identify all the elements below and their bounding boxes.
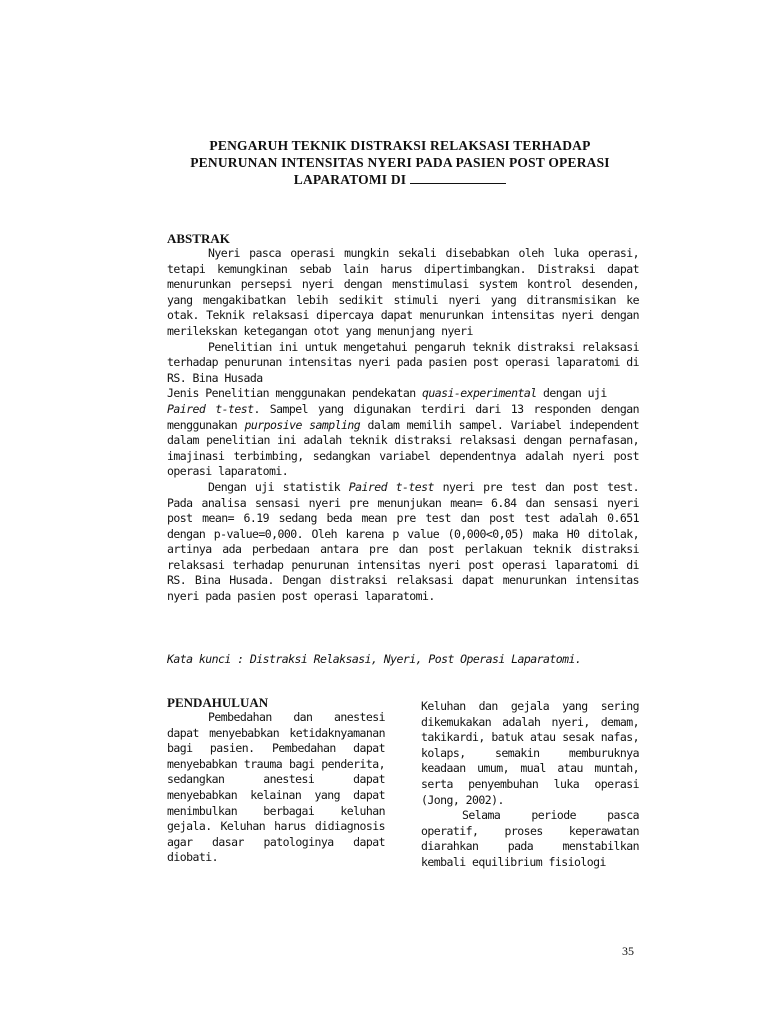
pendahuluan-heading: PENDAHULUAN bbox=[167, 695, 269, 710]
title-line-3 bbox=[150, 171, 650, 188]
abstract-paragraph-2: Penelitian ini untuk mengetahui pengaruh teknik distraksi relaksasi terhadap penurunan intensitas nyeri pada pasien post operasi laparatomi di RS. Bina Husada bbox=[167, 339, 639, 385]
abstract-paragraph-1: Nyeri pasca operasi mungkin sekali disebabkan oleh luka operasi, tetapi kemungkinan sebab lain harus dipertimbangkan. Distraksi dapat menurunkan persepsi nyeri dengan menstimulasi system kontrol desenden, yang mengakibatkan lebih sedikit stimuli nyeri yang ditransmisikan ke otak. Teknik relaksasi dipercaya dapat menurunkan intensitas nyeri dengan merilekskan ketegangan otot yang menunjang nyeri bbox=[167, 246, 639, 338]
right-column bbox=[421, 699, 639, 871]
abstract-p4-text-a: . Sampel yang digunakan terdiri dari 13 responden dengan menggunakan bbox=[167, 401, 639, 432]
abstract-p4-emphasis-2: purposive sampling bbox=[244, 417, 361, 432]
page-number: 35 bbox=[622, 944, 634, 958]
abstract-p3-emphasis: quasi-experimental bbox=[421, 386, 537, 401]
abstract-p4-text-b: dalam memilih sampel. Variabel independent dalam penelitian ini adalah teknik distraksi relaksasi dengan pernafasan, imajinasi terbimbing, sedangkan variabel dependentnya adalah nyeri post operasi laparatomi. bbox=[167, 417, 639, 479]
left-column-paragraph-1: Pembedahan dan anestesi dapat menyebabkan ketidaknyamanan bagi pasien. Pembedahan dapat menyebabkan trauma bagi penderita, sedangkan anestesi dapat menyebabkan kelainan yang dapat menimbulkan berbagai keluhan gejala. Keluhan harus didiagnosis agar dasar patologinya dapat diobati. bbox=[167, 710, 385, 865]
abstract-p3-text-b: dengan uji bbox=[536, 386, 607, 401]
keywords: Kata kunci : Distraksi Relaksasi, Nyeri, Post Operasi Laparatomi. bbox=[167, 652, 582, 666]
abstract-body bbox=[167, 246, 639, 605]
abstract-heading: ABSTRAK bbox=[167, 231, 230, 246]
right-column-paragraph-1: Keluhan dan gejala yang sering dikemukakan adalah nyeri, demam, takikardi, batuk atau sesak nafas, kolaps, semakin memburuknya keadaan umum, mual atau muntah, serta penyembuhan luka operasi (Jong, 2002). bbox=[421, 699, 639, 807]
title-line-2: PENURUNAN INTENSITAS NYERI PADA PASIEN POST OPERASI bbox=[190, 155, 610, 170]
abstract-p3-text-a: Jenis Penelitian menggunakan pendekatan bbox=[167, 386, 422, 401]
abstract-p4-emphasis-1: Paired t-test bbox=[167, 401, 254, 416]
abstract-paragraph-4 bbox=[167, 402, 639, 480]
title-blank-underline bbox=[410, 172, 506, 184]
paper-title bbox=[150, 137, 650, 188]
abstract-p5-emphasis: Paired t-test bbox=[348, 479, 434, 494]
abstract-paragraph-3 bbox=[167, 386, 639, 402]
abstract-paragraph-5 bbox=[167, 480, 639, 605]
left-column bbox=[167, 710, 385, 866]
title-line-3-text: LAPARATOMI DI bbox=[293, 172, 407, 187]
abstract-p5-text-b: nyeri pre test dan post test. Pada analisa sensasi nyeri pre menunjukan mean= 6.84 dan sensasi nyeri post mean= 6.19 sedang beda mean pre test dan post test adalah 0.651 dengan p-value=0,000. Oleh karena p value (0,000<0,05) maka H0 ditolak, artinya ada perbedaan antara pre dan post perlakuan teknik distraksi relaksasi terhadap penurunan intensitas nyeri post operasi laparatomi di RS. Bina Husada. Dengan distraksi relaksasi dapat menurunkan intensitas nyeri pada pasien post operasi laparatomi. bbox=[167, 479, 639, 604]
right-column-paragraph-2: Selama periode pasca operatif, proses keperawatan diarahkan pada menstabilkan kembali equilibrium fisiologi bbox=[421, 808, 639, 869]
abstract-p5-text-a: Dengan uji statistik bbox=[208, 479, 349, 494]
title-line-1: PENGARUH TEKNIK DISTRAKSI RELAKSASI TERHADAP bbox=[209, 138, 591, 153]
